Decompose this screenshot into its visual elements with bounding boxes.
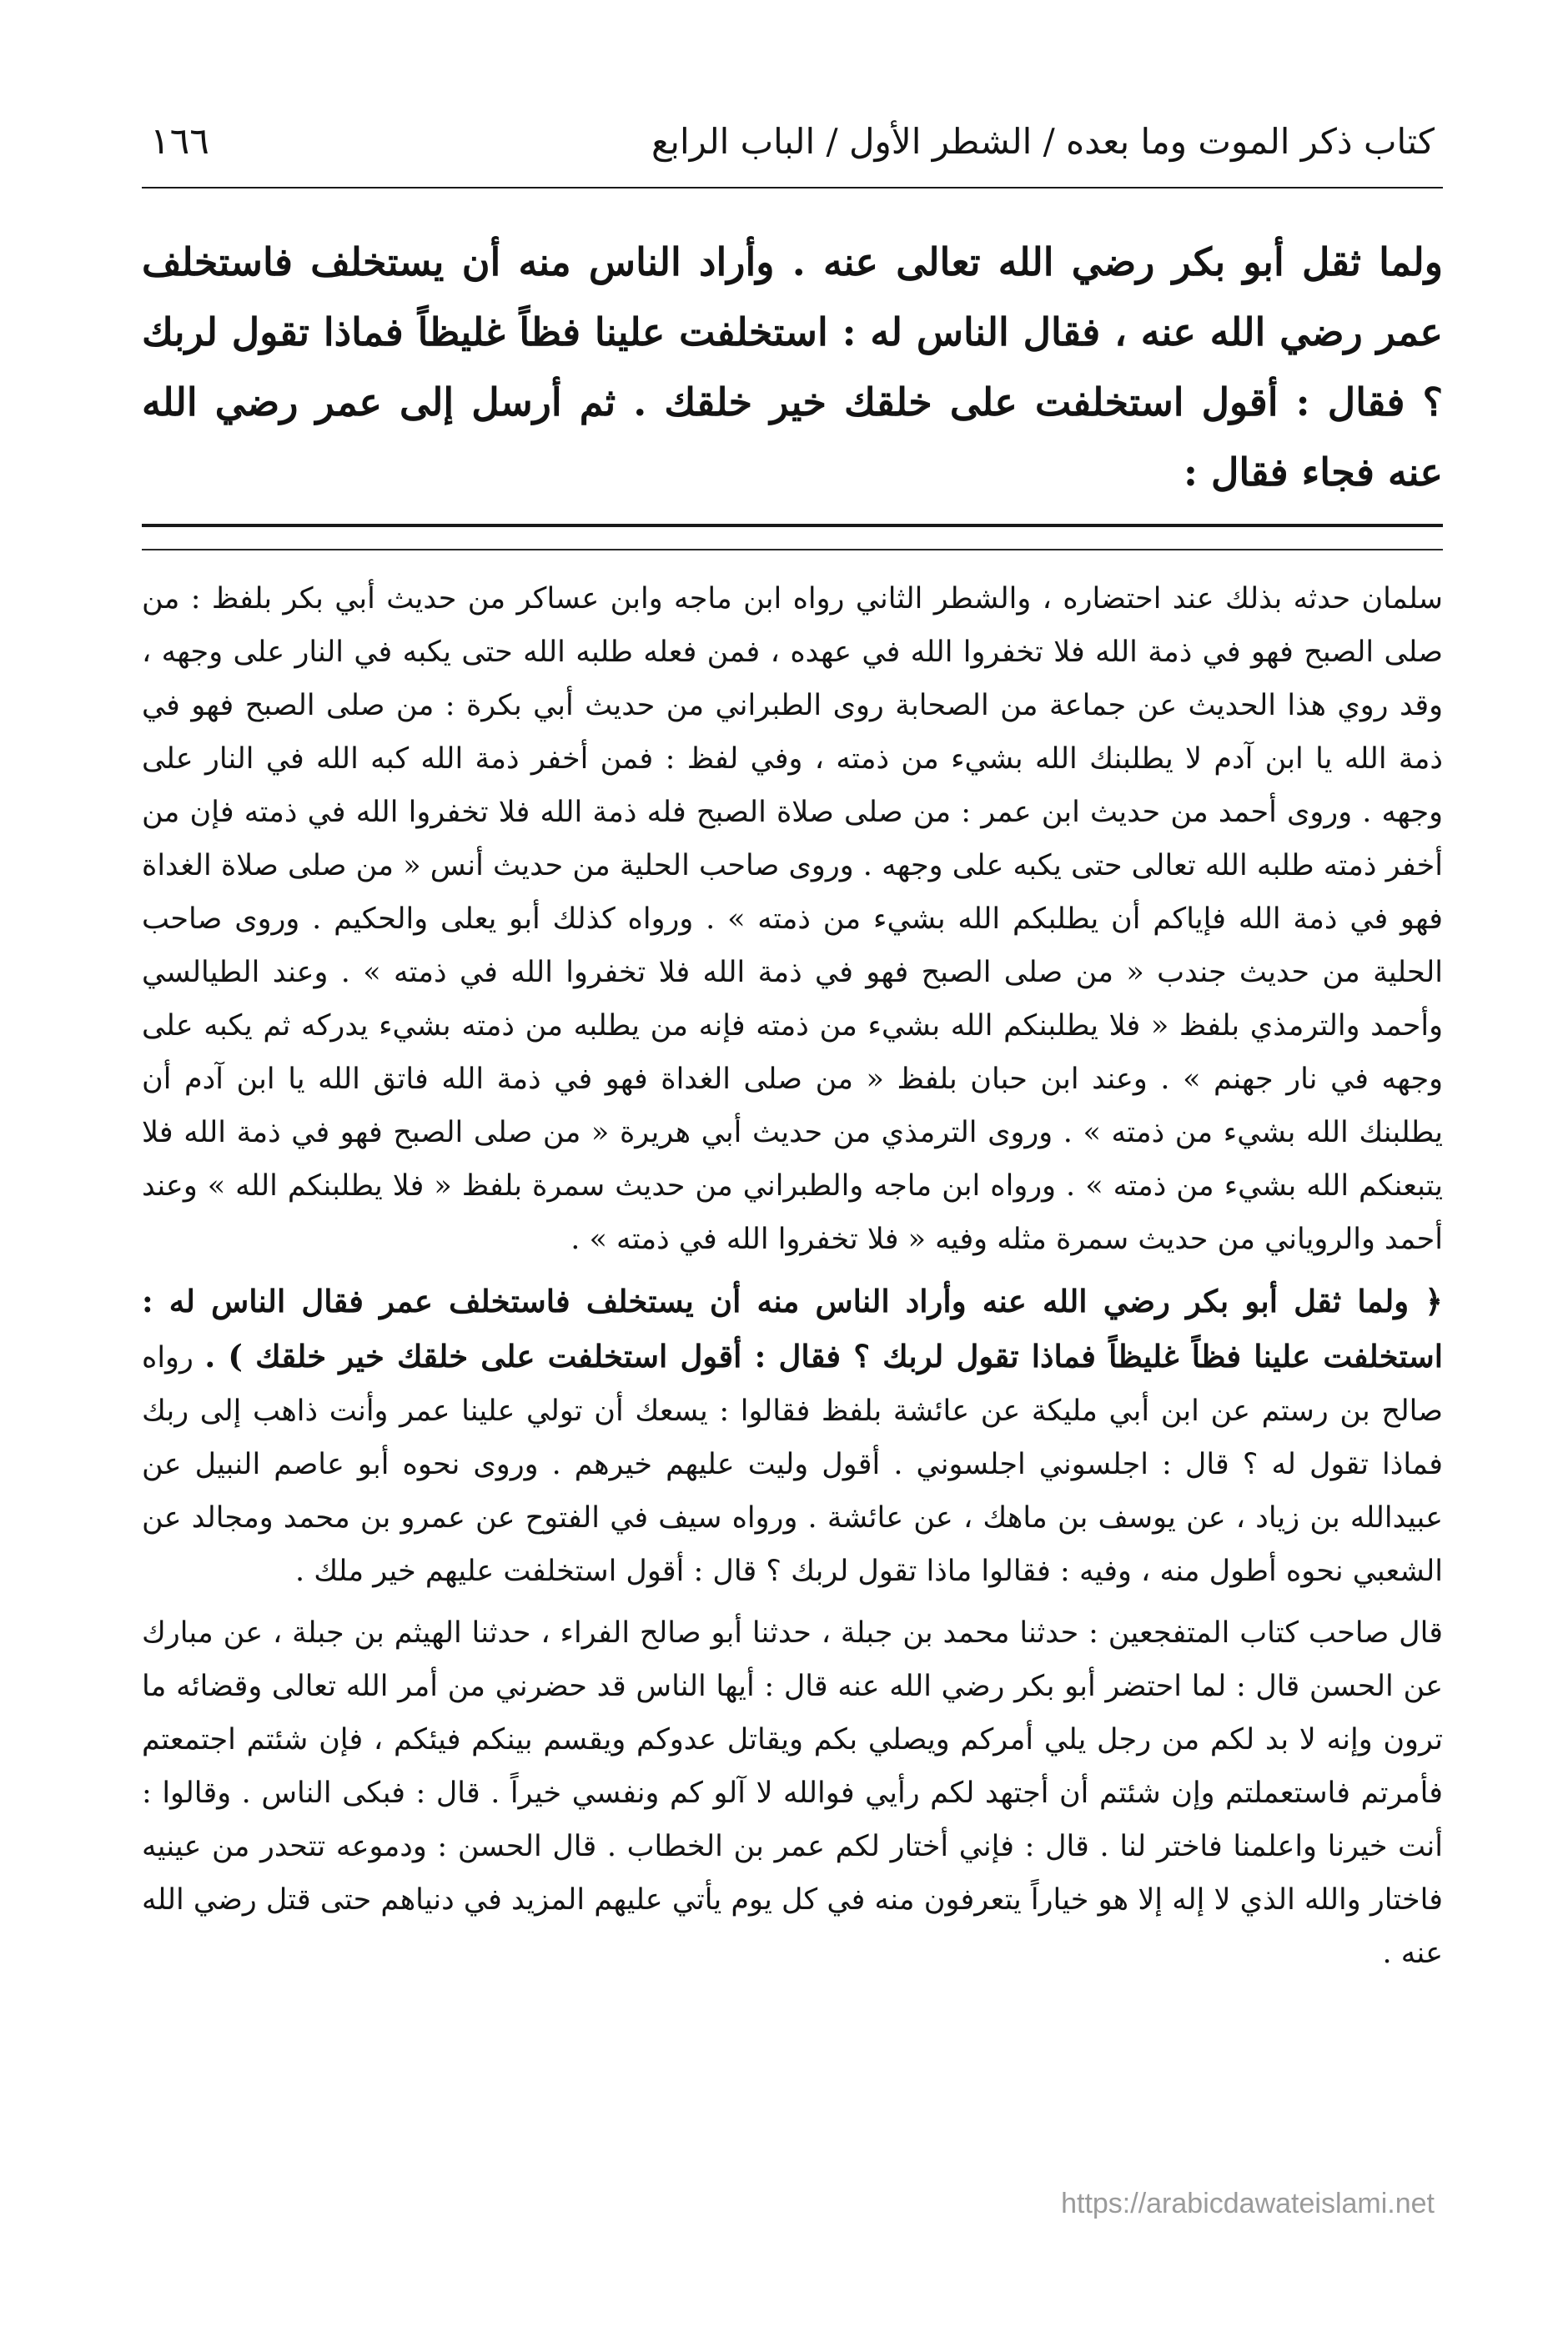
main-text-block xyxy=(142,227,1443,507)
quoted-text-bold: ﴿ ولما ثقل أبو بكر رضي الله عنه وأراد الناس منه أن يستخلف فاستخلف عمر فقال الناس له : استخلفت علينا فظاً غليظاً فماذا تقول لربك ؟ فقال : أقول استخلفت على خلقك خير خلقك ) . xyxy=(142,1283,1443,1375)
footnote-divider xyxy=(142,549,1443,550)
main-text-paragraph: ولما ثقل أبو بكر رضي الله تعالى عنه . وأراد الناس منه أن يستخلف فاستخلف عمر رضي الله عنه ، فقال الناس له : استخلفت علينا فظاً غليظاً فماذا تقول لربك ؟ فقال : أقول استخلفت على خلقك خير خلقك . ثم أرسل إلى عمر رضي الله عنه فجاء فقال : xyxy=(142,239,1443,495)
chapter-title: كتاب ذكر الموت وما بعده / الشطر الأول / الباب الرابع xyxy=(651,121,1435,162)
commentary-paragraph-3: قال صاحب كتاب المتفجعين : حدثنا محمد بن جبلة ، حدثنا أبو صالح الفراء ، حدثنا الهيثم بن جبلة ، عن مبارك عن الحسن قال : لما احتضر أبو بكر رضي الله عنه قال : أيها الناس قد حضرني من أمر الله تعالى وقضائه ما ترون وإنه لا بد لكم من رجل يلي أمركم ويصلي بكم ويقاتل عدوكم ويقسم بينكم فيئكم ، فإن شئتم اجتمعتم فأمرتم فاستعملتم وإن شئتم أن أجتهد لكم رأيي فوالله لا آلو كم ونفسي خيراً . قال : فبكى الناس . وقالوا : أنت خيرنا واعلمنا فاختر لنا . قال : فإني أختار لكم عمر بن الخطاب . قال الحسن : ودموعه تتحدر من عينيه فاختار والله الذي لا إله إلا هو خياراً يتعرفون منه في كل يوم يأتي عليهم المزيد في دنياهم حتى قتل رضي الله عنه . xyxy=(142,1616,1443,1970)
commentary-paragraph-1: سلمان حدثه بذلك عند احتضاره ، والشطر الثاني رواه ابن ماجه وابن عساكر من حديث أبي بكر بلفظ : من صلى الصبح فهو في ذمة الله فلا تخفروا الله في عهده ، فمن فعله طلبه الله حتى يكبه في النار على وجهه ، وقد روي هذا الحديث عن جماعة من الصحابة روى الطبراني من حديث أبي بكرة : من صلى الصبح فهو في ذمة الله يا ابن آدم لا يطلبنك الله بشيء من ذمته ، وفي لفظ : فمن أخفر ذمة الله كبه الله في النار على وجهه . وروى أحمد من حديث ابن عمر : من صلى صلاة الصبح فله ذمة الله فلا تخفروا الله في ذمته فإن من أخفر ذمته طلبه الله تعالى حتى يكبه على وجهه . وروى صاحب الحلية من حديث أنس « من صلى صلاة الغداة فهو في ذمة الله فإياكم أن يطلبكم الله بشيء من ذمته » . ورواه كذلك أبو يعلى والحكيم . وروى صاحب الحلية من حديث جندب « من صلى الصبح فهو في ذمة الله فلا تخفروا الله في ذمته » . وعند الطيالسي وأحمد والترمذي بلفظ « فلا يطلبنكم الله بشيء من ذمته فإنه من يطلبه من ذمته بشيء يدركه ثم يكبه على وجهه في نار جهنم » . وعند ابن حبان بلفظ « من صلى الغداة فهو في ذمة الله فاتق الله يا ابن آدم أن يطلبنك الله بشيء من ذمته » . وروى الترمذي من حديث أبي هريرة « من صلى الصبح فهو في ذمة الله فلا يتبعنكم الله بشيء من ذمته » . ورواه ابن ماجه والطبراني من حديث سمرة بلفظ « فلا يطلبنكم الله » وعند أحمد والروياني من حديث سمرة مثله وفيه « فلا تخفروا الله في ذمته » . xyxy=(142,582,1443,1256)
commentary-paragraph-2 xyxy=(142,1274,1443,1598)
main-text-underline xyxy=(142,524,1443,527)
running-header xyxy=(142,117,1443,188)
watermark-url: https://arabicdawateislami.net xyxy=(1061,2188,1435,2219)
page-number: ١٦٦ xyxy=(150,120,209,163)
commentary-block xyxy=(142,572,1443,1980)
commentary-text: رواه صالح بن رستم عن ابن أبي مليكة عن عائشة بلفظ فقالوا : يسعك أن تولي علينا عمر وأنت ذاهب إلى ربك فماذا تقول له ؟ قال : اجلسوني اجلسوني . أقول وليت عليهم خيرهم . وروى نحوه أبو عاصم النبيل عن عبيدالله بن زياد ، عن يوسف بن ماهك ، عن عائشة . ورواه سيف في الفتوح عن عمرو بن محمد ومجالد عن الشعبي نحوه أطول منه ، وفيه : فقالوا ماذا تقول لربك ؟ قال : أقول استخلفت عليهم خير ملك . xyxy=(142,1341,1443,1588)
